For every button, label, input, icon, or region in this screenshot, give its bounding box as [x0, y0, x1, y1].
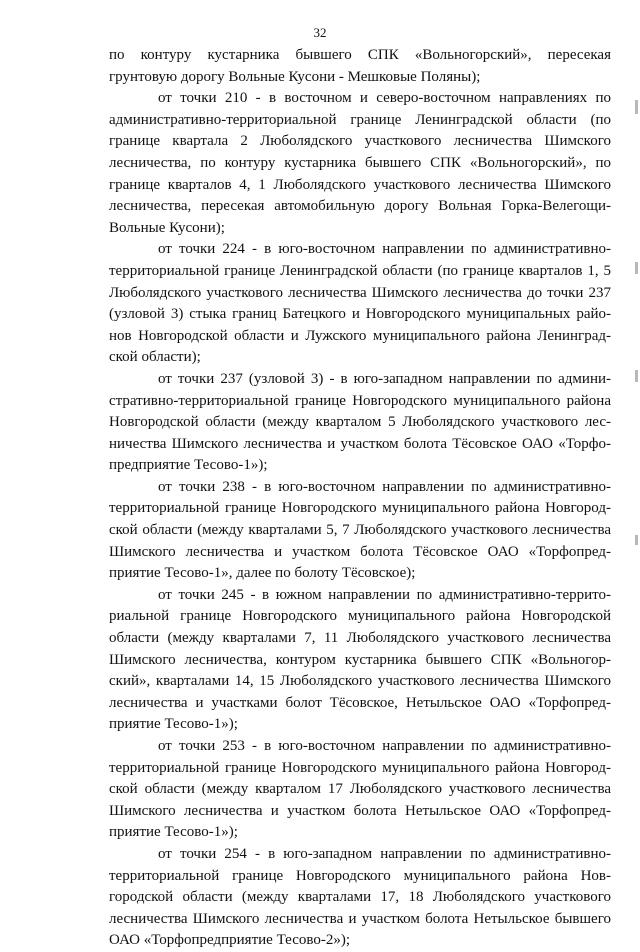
text-line: ской области (между кварталом 17 Люболядского участкового лесничества	[109, 781, 611, 798]
text-line: границе квартала 2 Люболядского участкового лесничества Шимского	[109, 133, 611, 150]
text-line: приятие Тесово-1»);	[109, 716, 238, 733]
text-line: лесничества Шимского лесничества и участком болота Нетыльское бывшего	[109, 910, 611, 927]
text-line: ской области);	[109, 349, 201, 366]
document-body	[109, 45, 611, 952]
text-line: границе кварталов 4, 1 Люболядского участкового лесничества Шимского	[109, 176, 611, 193]
paragraph	[109, 736, 611, 844]
text-line: предприятие Тесово-1»);	[109, 457, 268, 474]
paragraph	[109, 477, 611, 585]
text-line: лесничества и участками болот Тёсовское, Нетыльское ОАО «Торфопред-	[109, 694, 611, 711]
text-line: лесничества, по контуру кустарника бывшего СПК «Вольногорский», по	[109, 154, 611, 171]
text-line: лесничества, пересекая автомобильную дорогу Вольная Горка-Велегощи-	[109, 198, 611, 215]
text-line: риальной границе Новгородского муниципального района Новгородской	[109, 608, 611, 625]
text-line: области (между кварталами 7, 11 Люболядского участкового лесничества	[109, 630, 611, 647]
scan-edge-mark	[635, 535, 638, 545]
paragraph	[109, 88, 611, 239]
text-line: территориальной границе Новгородского муниципального района Новгород-	[109, 500, 611, 517]
text-line: приятие Тесово-1»);	[109, 824, 238, 841]
text-line: от точки 254 - в юго-западном направлении по административно-	[158, 845, 611, 862]
text-line: от точки 238 - в юго-восточном направлении по административно-	[158, 478, 611, 495]
text-line: от точки 245 - в южном направлении по административно-террито-	[158, 586, 611, 603]
text-line: нов Новгородской области и Лужского муниципального района Ленинград-	[109, 327, 611, 344]
text-line: территориальной границе Ленинградской области (по границе кварталов 1, 5	[109, 262, 611, 279]
text-line: стративно-территориальной границе Новгородского муниципального района	[109, 392, 611, 409]
text-line: от точки 237 (узловой 3) - в юго-западном направлении по админи-	[158, 370, 611, 387]
text-line: ОАО «Торфопредприятие Тесово-2»);	[109, 932, 350, 949]
text-line: территориальной границе Новгородского муниципального района Новгород-	[109, 759, 611, 776]
text-line: от точки 224 - в юго-восточном направлении по административно-	[158, 241, 611, 258]
text-line: ской области (между кварталами 5, 7 Люболядского участкового лесничества	[109, 522, 611, 539]
text-line: городской области (между кварталами 17, 18 Люболядского участкового	[109, 889, 611, 906]
text-line: Шимского лесничества и участком болота Тёсовское ОАО «Торфопред-	[109, 543, 611, 560]
text-line: от точки 253 - в юго-восточном направлении по административно-	[158, 738, 611, 754]
text-line: Вольные Кусони);	[109, 219, 225, 236]
text-line: Люболядского участкового лесничества Шимского лесничества до точки 237	[109, 284, 611, 301]
text-line: от точки 210 - в восточном и северо-восточном направлениях по	[158, 90, 611, 107]
scan-edge-mark	[635, 100, 638, 114]
text-line: (узловой 3) стыка границ Батецкого и Новгородского муниципальных райо-	[109, 306, 611, 323]
paragraph	[109, 585, 611, 736]
paragraph	[109, 239, 611, 369]
text-line: по контуру кустарника бывшего СПК «Вольногорский», пересекая	[109, 47, 611, 63]
text-line: Шимского лесничества, контуром кустарника бывшего СПК «Вольногор-	[109, 651, 611, 668]
text-line: административно-территориальной границе Ленинградской области (по	[109, 111, 611, 128]
text-line: Шимского лесничества и участком болота Нетыльское ОАО «Торфопред-	[109, 802, 611, 819]
text-line: Новгородской области (между кварталом 5 Люболядского участкового лес-	[109, 414, 611, 431]
text-line: грунтовую дорогу Вольные Кусони - Мешковые Поляны);	[109, 68, 481, 85]
paragraph	[109, 369, 611, 477]
text-line: ничества Шимского лесничества и участком болота Тёсовское ОАО «Торфо-	[109, 435, 611, 452]
page-number: 32	[313, 25, 327, 40]
paragraph	[109, 45, 611, 88]
scan-edge-mark	[635, 262, 638, 274]
text-line: территориальной границе Новгородского муниципального района Нов-	[109, 867, 611, 884]
paragraph	[109, 844, 611, 952]
scan-edge-mark	[635, 370, 638, 382]
text-line: ский», кварталами 14, 15 Люболядского участкового лесничества Шимского	[109, 673, 611, 690]
text-line: приятие Тесово-1», далее по болоту Тёсовское);	[109, 565, 416, 582]
